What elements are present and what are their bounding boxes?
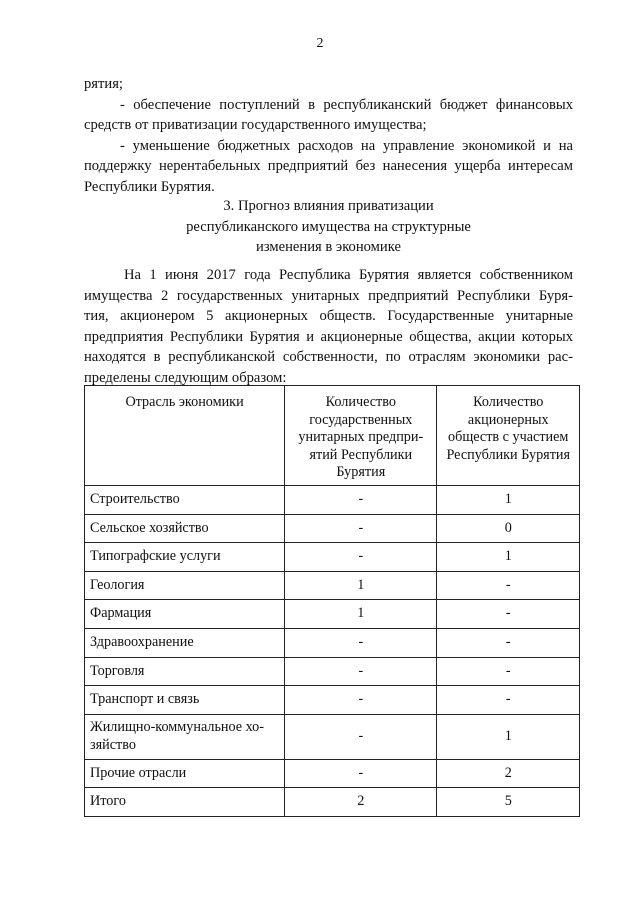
table-row [85,486,580,515]
ao-cell: - [437,628,580,657]
header-line: Республики Бурятия [446,446,571,463]
paragraph-line: пределены следующим образом: [84,369,287,386]
header-ao-count [437,386,580,486]
intro-line: средств от приватизации государственного имущества; [84,117,427,133]
intro-text [84,74,573,197]
heading-line: республиканского имущества на структурные [186,218,471,235]
header-line: государственных [309,411,413,428]
table-row [85,571,580,600]
header-line: Отрасль экономики [125,394,244,410]
gup-cell: - [285,686,437,715]
section-heading [84,196,573,258]
economy-sector-table [84,385,580,817]
gup-cell: 1 [285,600,437,629]
header-line: унитарных предпри- [298,429,424,445]
table-total-row [85,788,580,817]
table-row [85,714,580,759]
sector-cell: Геология [85,571,285,600]
paragraph-line: имущества 2 государственных унитарных предприятий Республики Буря- [84,287,573,304]
ao-cell: 1 [437,543,580,572]
ao-cell: - [437,657,580,686]
gup-cell: 2 [285,788,437,817]
header-line: Количество [325,394,396,410]
sector-cell: Здравоохранение [85,628,285,657]
gup-cell: - [285,759,437,788]
header-line: обществ с участием [448,429,569,445]
gup-cell: - [285,628,437,657]
ao-cell: - [437,600,580,629]
gup-cell: - [285,543,437,572]
header-sector [85,386,285,486]
ao-cell: 2 [437,759,580,788]
intro-line: - уменьшение бюджетных расходов на управление экономикой и на [120,137,573,154]
sector-cell: Транспорт и связь [85,686,285,715]
ao-cell: 1 [437,714,580,759]
gup-cell: - [285,714,437,759]
sector-cell: Итого [85,788,285,817]
intro-line: - обеспечение поступлений в республиканский бюджет финансовых [120,96,573,113]
table-row [85,628,580,657]
sector-cell [85,714,285,759]
sector-cell: Строительство [85,486,285,515]
intro-line: поддержку нерентабельных предприятий без нанесения ущерба интересам [84,158,573,174]
sector-cell: Типографские услуги [85,543,285,572]
sector-cell: Сельское хозяйство [85,514,285,543]
table-row [85,514,580,543]
heading-line: 3. Прогноз влияния приватизации [223,198,434,214]
sector-cell: Фармация [85,600,285,629]
paragraph-line: тия, акционером 5 акционерных обществ. Государственные унитарные [84,308,573,324]
heading-line: изменения в экономике [256,239,401,255]
table-header-row [85,386,580,486]
gup-cell: - [285,486,437,515]
gup-cell: 1 [285,571,437,600]
gup-cell: - [285,657,437,686]
ao-cell: 5 [437,788,580,817]
intro-line: Республики Бурятия. [84,178,215,195]
header-line: акционерных [467,411,549,428]
paragraph-line: предприятия Республики Бурятия и акционерные общества, акции которых [84,328,573,345]
table-row [85,657,580,686]
intro-line: рятия; [84,76,123,92]
table-row [85,543,580,572]
header-line: ятий Республики [309,446,413,463]
gup-cell: - [285,514,437,543]
table-row [85,686,580,715]
header-line: Количество [473,394,544,410]
ao-cell: - [437,571,580,600]
sector-cell: Торговля [85,657,285,686]
paragraph-line: На 1 июня 2017 года Республика Бурятия является собственником [124,267,573,283]
paragraph-line: находятся в республиканской собственности, по отраслям экономики рас- [84,349,573,365]
sector-cell-line: Жилищно-коммунальное хо- [90,719,264,736]
table-row [85,600,580,629]
page-number: 2 [316,36,324,51]
sector-cell: Прочие отрасли [85,759,285,788]
table-row [85,759,580,788]
body-paragraph [84,265,573,388]
ao-cell: 0 [437,514,580,543]
ao-cell: - [437,686,580,715]
header-gup-count [285,386,437,486]
header-line: Бурятия [336,464,386,480]
sector-cell-line: зяйство [90,736,136,753]
ao-cell: 1 [437,486,580,515]
